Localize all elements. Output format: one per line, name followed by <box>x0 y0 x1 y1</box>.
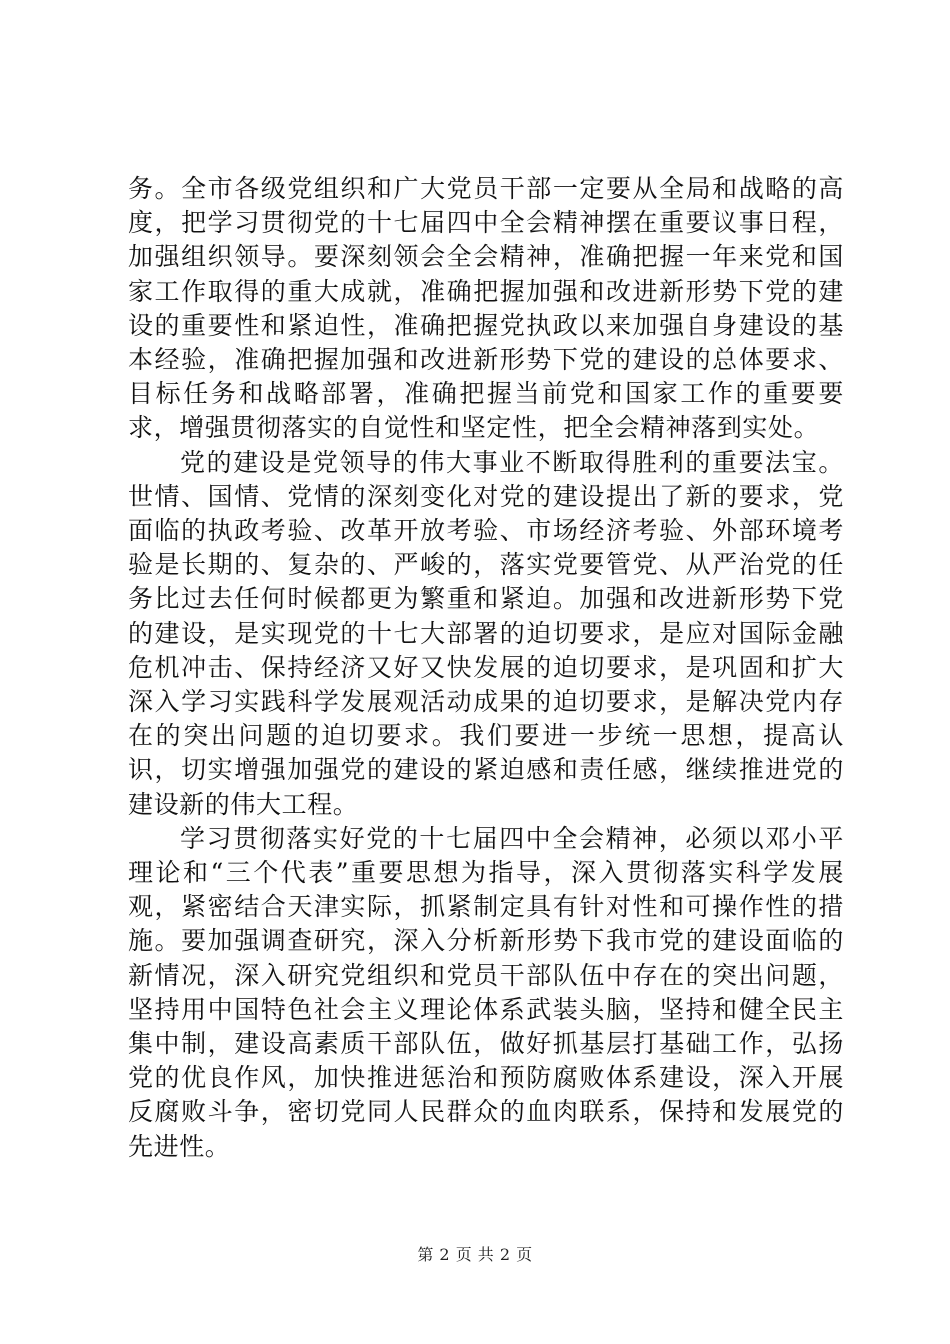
document-body <box>128 172 844 1164</box>
page-number-footer: 第 2 页 共 2 页 <box>417 1245 533 1264</box>
paragraph-continuation: 务。全市各级党组织和广大党员干部一定要从全局和战略的高度，把学习贯彻党的十七届四中全会精神摆在重要议事日程，加强组织领导。要深刻领会全会精神，准确把握一年来党和国家工作取得的重大成就，准确把握加强和改进新形势下党的建设的重要性和紧迫性，准确把握党执政以来加强自身建设的基本经验，准确把握加强和改进新形势下党的建设的总体要求、目标任务和战略部署，准确把握当前党和国家工作的重要要求，增强贯彻落实的自觉性和坚定性，把全会精神落到实处。 <box>128 174 844 443</box>
paragraph-implementation: 学习贯彻落实好党的十七届四中全会精神，必须以邓小平理论和“三个代表”重要思想为指导，深入贯彻落实科学发展观，紧密结合天津实际，抓紧制定具有针对性和可操作性的措施。要加强调查研究，深入分析新形势下我市党的建设面临的新情况，深入研究党组织和党员干部队伍中存在的突出问题，坚持用中国特色社会主义理论体系武装头脑，坚持和健全民主集中制，建设高素质干部队伍，做好抓基层打基础工作，弘扬党的优良作风，加快推进惩治和预防腐败体系建设，深入开展反腐败斗争，密切党同人民群众的血肉联系，保持和发展党的先进性。 <box>128 823 844 1161</box>
paragraph-party-building: 党的建设是党领导的伟大事业不断取得胜利的重要法宝。世情、国情、党情的深刻变化对党的建设提出了新的要求，党面临的执政考验、改革开放考验、市场经济考验、外部环境考验是长期的、复杂的、严峻的，落实党要管党、从严治党的任务比过去任何时候都更为繁重和紧迫。加强和改进新形势下党的建设，是实现党的十七大部署的迫切要求，是应对国际金融危机冲击、保持经济又好又快发展的迫切要求，是巩固和扩大深入学习实践科学发展观活动成果的迫切要求，是解决党内存在的突出问题的迫切要求。我们要进一步统一思想，提高认识，切实增强加强党的建设的紧迫感和责任感，继续推进党的建设新的伟大工程。 <box>128 447 844 819</box>
